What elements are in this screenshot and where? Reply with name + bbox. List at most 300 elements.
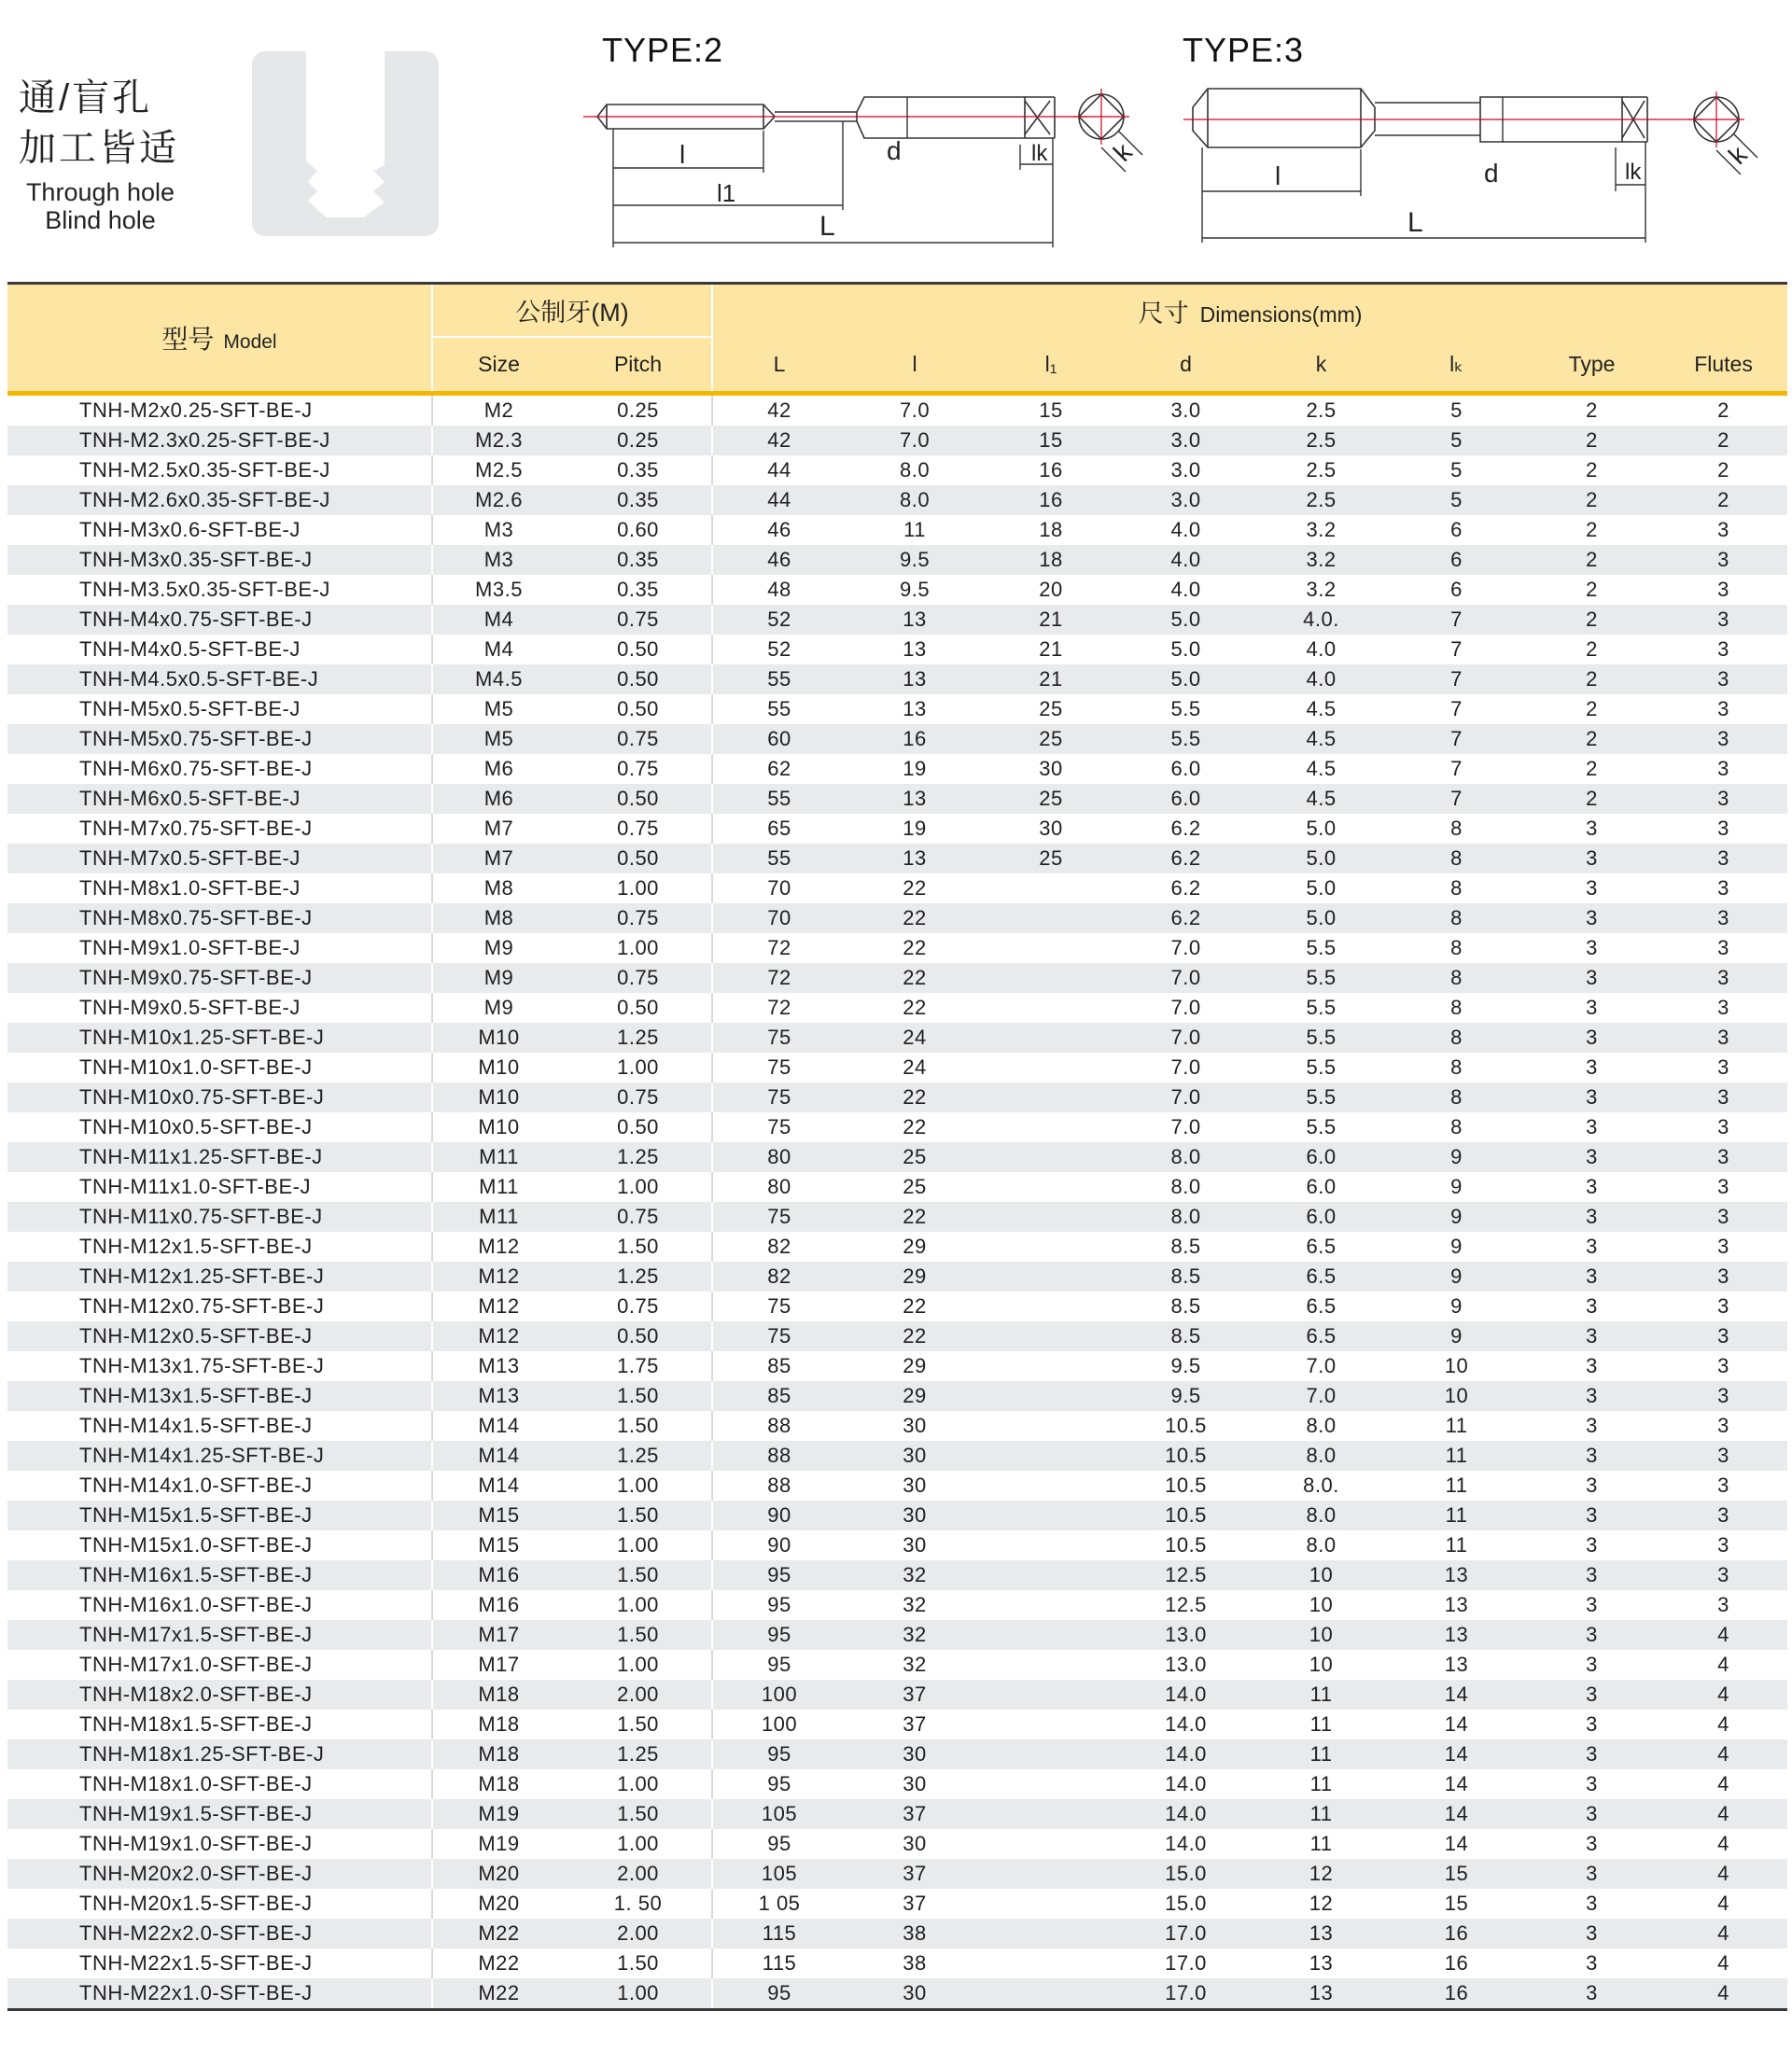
cell-lk: 8 bbox=[1389, 963, 1524, 993]
svg-text:l1: l1 bbox=[717, 179, 736, 207]
cell-k: 2.5 bbox=[1253, 485, 1389, 515]
cell-l1: 21 bbox=[984, 605, 1118, 635]
cell-d: 7.0 bbox=[1118, 1053, 1253, 1082]
cell-type: 2 bbox=[1524, 485, 1659, 515]
cell-lk: 8 bbox=[1389, 993, 1524, 1023]
svg-text:l: l bbox=[1275, 161, 1281, 190]
cell-lk: 15 bbox=[1389, 1889, 1524, 1919]
cell-l: 25 bbox=[846, 1172, 984, 1202]
cell-L: 55 bbox=[712, 664, 846, 694]
table-row bbox=[7, 1501, 1787, 1530]
cell-d: 6.2 bbox=[1118, 844, 1253, 873]
cell-type: 2 bbox=[1524, 635, 1659, 664]
cell-type: 3 bbox=[1524, 1978, 1659, 2008]
through-blind-hole-icon bbox=[252, 51, 439, 236]
cell-l1 bbox=[984, 1769, 1118, 1799]
cell-lk: 9 bbox=[1389, 1142, 1524, 1172]
cell-L: 90 bbox=[712, 1501, 846, 1530]
cell-model: TNH-M22x1.0-SFT-BE-J bbox=[7, 1978, 432, 2008]
cell-type: 3 bbox=[1524, 1142, 1659, 1172]
cell-d: 5.5 bbox=[1118, 724, 1253, 754]
cell-size: M4 bbox=[432, 635, 565, 664]
table-row bbox=[7, 1859, 1787, 1889]
cell-k: 4.0 bbox=[1253, 635, 1389, 664]
cell-model: TNH-M12x1.5-SFT-BE-J bbox=[7, 1232, 432, 1262]
cell-l: 8.0 bbox=[846, 485, 984, 515]
cell-type: 3 bbox=[1524, 1411, 1659, 1441]
header-dimensions bbox=[712, 285, 1787, 337]
cell-pitch: 1.00 bbox=[565, 1530, 712, 1560]
cell-size: M7 bbox=[432, 844, 565, 873]
header-dimensions-en: Dimensions(mm) bbox=[1199, 301, 1363, 327]
cell-l: 29 bbox=[846, 1262, 984, 1292]
cell-l1 bbox=[984, 1351, 1118, 1381]
table-row bbox=[7, 993, 1787, 1023]
cell-type: 3 bbox=[1524, 1710, 1659, 1739]
cell-flutes: 3 bbox=[1659, 1501, 1787, 1530]
cell-L: 55 bbox=[712, 784, 846, 814]
cell-l: 24 bbox=[846, 1053, 984, 1082]
cell-k: 2.5 bbox=[1253, 426, 1389, 455]
cell-l1 bbox=[984, 993, 1118, 1023]
cell-size: M22 bbox=[432, 1948, 565, 1978]
table-row bbox=[7, 1321, 1787, 1351]
cell-d: 7.0 bbox=[1118, 933, 1253, 963]
cell-l1 bbox=[984, 1501, 1118, 1530]
cell-flutes: 2 bbox=[1659, 396, 1787, 426]
cell-pitch: 0.50 bbox=[565, 635, 712, 664]
cell-l: 22 bbox=[846, 873, 984, 903]
cell-l1 bbox=[984, 1321, 1118, 1351]
cell-k: 8.0. bbox=[1253, 1471, 1389, 1501]
cell-type: 3 bbox=[1524, 1948, 1659, 1978]
cell-size: M13 bbox=[432, 1381, 565, 1411]
cell-d: 5.0 bbox=[1118, 635, 1253, 664]
cell-type: 3 bbox=[1524, 1441, 1659, 1471]
cell-model: TNH-M7x0.5-SFT-BE-J bbox=[7, 844, 432, 873]
cell-model: TNH-M15x1.5-SFT-BE-J bbox=[7, 1501, 432, 1530]
cell-lk: 5 bbox=[1389, 396, 1524, 426]
header-model bbox=[7, 285, 432, 391]
cell-model: TNH-M18x1.0-SFT-BE-J bbox=[7, 1769, 432, 1799]
cell-l: 30 bbox=[846, 1978, 984, 2008]
cell-k: 5.5 bbox=[1253, 963, 1389, 993]
cell-l: 11 bbox=[846, 515, 984, 545]
cell-l: 30 bbox=[846, 1441, 984, 1471]
cell-type: 2 bbox=[1524, 724, 1659, 754]
table-row bbox=[7, 664, 1787, 694]
cell-l: 16 bbox=[846, 724, 984, 754]
cell-l1 bbox=[984, 1650, 1118, 1680]
cell-size: M18 bbox=[432, 1739, 565, 1769]
cell-lk: 8 bbox=[1389, 1053, 1524, 1082]
table-row bbox=[7, 1560, 1787, 1590]
cell-pitch: 1.50 bbox=[565, 1411, 712, 1441]
cell-L: 70 bbox=[712, 903, 846, 933]
cell-lk: 7 bbox=[1389, 754, 1524, 784]
cell-flutes: 2 bbox=[1659, 485, 1787, 515]
cell-l: 22 bbox=[846, 903, 984, 933]
cell-L: 52 bbox=[712, 605, 846, 635]
cell-k: 8.0 bbox=[1253, 1411, 1389, 1441]
header-type: Type bbox=[1524, 337, 1659, 391]
cell-model: TNH-M16x1.0-SFT-BE-J bbox=[7, 1590, 432, 1620]
cell-pitch: 0.50 bbox=[565, 1112, 712, 1142]
cell-flutes: 4 bbox=[1659, 1799, 1787, 1829]
table-body bbox=[7, 396, 1787, 2008]
hole-type-zh-line1: 通/盲孔 bbox=[19, 77, 153, 119]
cell-flutes: 4 bbox=[1659, 1859, 1787, 1889]
cell-l1: 25 bbox=[984, 694, 1118, 724]
cell-pitch: 1.25 bbox=[565, 1023, 712, 1053]
cell-d: 8.0 bbox=[1118, 1142, 1253, 1172]
cell-pitch: 1.50 bbox=[565, 1620, 712, 1650]
cell-d: 7.0 bbox=[1118, 1082, 1253, 1112]
cell-l1: 15 bbox=[984, 426, 1118, 455]
cell-d: 14.0 bbox=[1118, 1710, 1253, 1739]
cell-model: TNH-M10x0.5-SFT-BE-J bbox=[7, 1112, 432, 1142]
cell-d: 10.5 bbox=[1118, 1411, 1253, 1441]
cell-d: 5.0 bbox=[1118, 664, 1253, 694]
table-row bbox=[7, 635, 1787, 664]
cell-lk: 11 bbox=[1389, 1411, 1524, 1441]
header-metric-thread: 公制牙(M) bbox=[432, 285, 712, 337]
cell-type: 3 bbox=[1524, 1381, 1659, 1411]
cell-l1: 21 bbox=[984, 635, 1118, 664]
cell-k: 5.5 bbox=[1253, 993, 1389, 1023]
cell-size: M14 bbox=[432, 1441, 565, 1471]
cell-l: 29 bbox=[846, 1232, 984, 1262]
table-row bbox=[7, 1650, 1787, 1680]
cell-lk: 8 bbox=[1389, 1082, 1524, 1112]
cell-flutes: 4 bbox=[1659, 1948, 1787, 1978]
cell-model: TNH-M6x0.5-SFT-BE-J bbox=[7, 784, 432, 814]
cell-pitch: 2.00 bbox=[565, 1680, 712, 1710]
cell-l: 22 bbox=[846, 993, 984, 1023]
cell-flutes: 3 bbox=[1659, 1590, 1787, 1620]
cell-L: 72 bbox=[712, 963, 846, 993]
cell-L: 48 bbox=[712, 575, 846, 605]
cell-model: TNH-M12x0.5-SFT-BE-J bbox=[7, 1321, 432, 1351]
cell-model: TNH-M2.6x0.35-SFT-BE-J bbox=[7, 485, 432, 515]
hole-type-zh-line2: 加工皆适 bbox=[19, 128, 179, 169]
cell-l: 19 bbox=[846, 814, 984, 844]
table-row bbox=[7, 1351, 1787, 1381]
cell-pitch: 0.60 bbox=[565, 515, 712, 545]
cell-k: 10 bbox=[1253, 1650, 1389, 1680]
cell-d: 8.5 bbox=[1118, 1262, 1253, 1292]
table-row bbox=[7, 1739, 1787, 1769]
cell-k: 2.5 bbox=[1253, 455, 1389, 485]
cell-pitch: 1.50 bbox=[565, 1710, 712, 1739]
cell-type: 2 bbox=[1524, 754, 1659, 784]
table-row bbox=[7, 1023, 1787, 1053]
cell-model: TNH-M19x1.0-SFT-BE-J bbox=[7, 1829, 432, 1859]
cell-l: 19 bbox=[846, 754, 984, 784]
table-row bbox=[7, 1082, 1787, 1112]
cell-L: 60 bbox=[712, 724, 846, 754]
cell-d: 17.0 bbox=[1118, 1919, 1253, 1948]
cell-type: 2 bbox=[1524, 396, 1659, 426]
cell-l: 29 bbox=[846, 1381, 984, 1411]
cell-k: 6.0 bbox=[1253, 1142, 1389, 1172]
cell-model: TNH-M15x1.0-SFT-BE-J bbox=[7, 1530, 432, 1560]
cell-l1 bbox=[984, 1948, 1118, 1978]
cell-l: 22 bbox=[846, 1292, 984, 1321]
svg-text:d: d bbox=[887, 136, 902, 165]
cell-pitch: 1.00 bbox=[565, 933, 712, 963]
cell-l1 bbox=[984, 903, 1118, 933]
cell-size: M4 bbox=[432, 605, 565, 635]
cell-flutes: 3 bbox=[1659, 1441, 1787, 1471]
cell-lk: 7 bbox=[1389, 664, 1524, 694]
cell-L: 72 bbox=[712, 993, 846, 1023]
cell-pitch: 0.50 bbox=[565, 694, 712, 724]
header-d: d bbox=[1118, 337, 1253, 391]
cell-d: 8.0 bbox=[1118, 1202, 1253, 1232]
cell-d: 14.0 bbox=[1118, 1799, 1253, 1829]
cell-k: 5.5 bbox=[1253, 1053, 1389, 1082]
cell-model: TNH-M5x0.5-SFT-BE-J bbox=[7, 694, 432, 724]
cell-L: 75 bbox=[712, 1112, 846, 1142]
header-model-en: Model bbox=[223, 331, 277, 353]
hole-type-zh bbox=[19, 73, 179, 174]
header-l1: l₁ bbox=[984, 337, 1118, 391]
table-row bbox=[7, 814, 1787, 844]
cell-l: 22 bbox=[846, 963, 984, 993]
cell-type: 2 bbox=[1524, 545, 1659, 575]
cell-lk: 7 bbox=[1389, 784, 1524, 814]
cell-size: M8 bbox=[432, 903, 565, 933]
cell-flutes: 3 bbox=[1659, 1262, 1787, 1292]
cell-k: 4.5 bbox=[1253, 694, 1389, 724]
cell-flutes: 3 bbox=[1659, 635, 1787, 664]
cell-pitch: 0.25 bbox=[565, 396, 712, 426]
cell-model: TNH-M22x1.5-SFT-BE-J bbox=[7, 1948, 432, 1978]
cell-k: 4.0. bbox=[1253, 605, 1389, 635]
cell-flutes: 3 bbox=[1659, 1560, 1787, 1590]
cell-lk: 13 bbox=[1389, 1620, 1524, 1650]
cell-model: TNH-M2.3x0.25-SFT-BE-J bbox=[7, 426, 432, 455]
cell-l: 22 bbox=[846, 1082, 984, 1112]
spec-table bbox=[7, 285, 1787, 2008]
cell-l: 30 bbox=[846, 1739, 984, 1769]
header-l: l bbox=[846, 337, 984, 391]
cell-L: 95 bbox=[712, 1620, 846, 1650]
cell-lk: 7 bbox=[1389, 635, 1524, 664]
cell-size: M11 bbox=[432, 1202, 565, 1232]
cell-model: TNH-M11x1.25-SFT-BE-J bbox=[7, 1142, 432, 1172]
cell-k: 5.0 bbox=[1253, 873, 1389, 903]
cell-type: 2 bbox=[1524, 515, 1659, 545]
cell-flutes: 3 bbox=[1659, 963, 1787, 993]
cell-l: 22 bbox=[846, 1321, 984, 1351]
hole-type-en-line1: Through hole bbox=[25, 178, 175, 206]
table-row bbox=[7, 1441, 1787, 1471]
cell-flutes: 4 bbox=[1659, 1710, 1787, 1739]
cell-lk: 14 bbox=[1389, 1769, 1524, 1799]
cell-k: 6.0 bbox=[1253, 1202, 1389, 1232]
cell-size: M5 bbox=[432, 694, 565, 724]
cell-type: 3 bbox=[1524, 903, 1659, 933]
table-row bbox=[7, 1919, 1787, 1948]
cell-l: 30 bbox=[846, 1501, 984, 1530]
type3-tap-diagram bbox=[1183, 75, 1785, 252]
cell-model: TNH-M9x0.75-SFT-BE-J bbox=[7, 963, 432, 993]
cell-size: M22 bbox=[432, 1978, 565, 2008]
cell-L: 75 bbox=[712, 1082, 846, 1112]
cell-l: 37 bbox=[846, 1889, 984, 1919]
cell-type: 3 bbox=[1524, 1590, 1659, 1620]
cell-flutes: 3 bbox=[1659, 1202, 1787, 1232]
cell-model: TNH-M11x0.75-SFT-BE-J bbox=[7, 1202, 432, 1232]
cell-L: 115 bbox=[712, 1948, 846, 1978]
cell-size: M10 bbox=[432, 1112, 565, 1142]
cell-pitch: 1.00 bbox=[565, 1650, 712, 1680]
cell-l1 bbox=[984, 1859, 1118, 1889]
cell-type: 3 bbox=[1524, 1351, 1659, 1381]
cell-l1: 21 bbox=[984, 664, 1118, 694]
cell-model: TNH-M4x0.5-SFT-BE-J bbox=[7, 635, 432, 664]
cell-pitch: 0.35 bbox=[565, 545, 712, 575]
cell-flutes: 3 bbox=[1659, 814, 1787, 844]
cell-d: 7.0 bbox=[1118, 963, 1253, 993]
cell-pitch: 1.75 bbox=[565, 1351, 712, 1381]
cell-k: 5.5 bbox=[1253, 1082, 1389, 1112]
table-row bbox=[7, 724, 1787, 754]
cell-type: 3 bbox=[1524, 1799, 1659, 1829]
cell-lk: 6 bbox=[1389, 575, 1524, 605]
cell-flutes: 3 bbox=[1659, 873, 1787, 903]
cell-k: 12 bbox=[1253, 1889, 1389, 1919]
table-row bbox=[7, 1292, 1787, 1321]
cell-l1 bbox=[984, 1471, 1118, 1501]
cell-L: 90 bbox=[712, 1530, 846, 1560]
cell-pitch: 1.00 bbox=[565, 1769, 712, 1799]
cell-model: TNH-M20x2.0-SFT-BE-J bbox=[7, 1859, 432, 1889]
cell-l: 32 bbox=[846, 1560, 984, 1590]
cell-d: 13.0 bbox=[1118, 1650, 1253, 1680]
cell-lk: 8 bbox=[1389, 933, 1524, 963]
cell-L: 75 bbox=[712, 1053, 846, 1082]
cell-l: 7.0 bbox=[846, 426, 984, 455]
cell-type: 2 bbox=[1524, 455, 1659, 485]
cell-type: 3 bbox=[1524, 1859, 1659, 1889]
table-row bbox=[7, 605, 1787, 635]
cell-k: 4.0 bbox=[1253, 664, 1389, 694]
cell-pitch: 2.00 bbox=[565, 1859, 712, 1889]
cell-d: 14.0 bbox=[1118, 1739, 1253, 1769]
cell-size: M2.5 bbox=[432, 455, 565, 485]
cell-pitch: 1.00 bbox=[565, 873, 712, 903]
cell-l: 37 bbox=[846, 1859, 984, 1889]
cell-L: 75 bbox=[712, 1321, 846, 1351]
cell-k: 10 bbox=[1253, 1620, 1389, 1650]
cell-d: 6.2 bbox=[1118, 814, 1253, 844]
cell-k: 3.2 bbox=[1253, 545, 1389, 575]
cell-lk: 11 bbox=[1389, 1471, 1524, 1501]
cell-k: 11 bbox=[1253, 1829, 1389, 1859]
cell-size: M10 bbox=[432, 1082, 565, 1112]
cell-lk: 8 bbox=[1389, 1112, 1524, 1142]
cell-type: 3 bbox=[1524, 1889, 1659, 1919]
cell-flutes: 4 bbox=[1659, 1829, 1787, 1859]
cell-type: 3 bbox=[1524, 1501, 1659, 1530]
cell-size: M4.5 bbox=[432, 664, 565, 694]
cell-pitch: 0.75 bbox=[565, 814, 712, 844]
cell-flutes: 3 bbox=[1659, 1082, 1787, 1112]
cell-k: 10 bbox=[1253, 1560, 1389, 1590]
cell-pitch: 1.50 bbox=[565, 1948, 712, 1978]
cell-lk: 6 bbox=[1389, 515, 1524, 545]
cell-model: TNH-M9x0.5-SFT-BE-J bbox=[7, 993, 432, 1023]
cell-lk: 14 bbox=[1389, 1739, 1524, 1769]
cell-lk: 5 bbox=[1389, 426, 1524, 455]
cell-type: 3 bbox=[1524, 1650, 1659, 1680]
table-row bbox=[7, 1232, 1787, 1262]
header-flutes: Flutes bbox=[1659, 337, 1787, 391]
cell-k: 3.2 bbox=[1253, 575, 1389, 605]
cell-lk: 10 bbox=[1389, 1381, 1524, 1411]
cell-flutes: 3 bbox=[1659, 1411, 1787, 1441]
cell-type: 3 bbox=[1524, 993, 1659, 1023]
cell-flutes: 3 bbox=[1659, 1053, 1787, 1082]
table-row bbox=[7, 1471, 1787, 1501]
cell-l1: 30 bbox=[984, 754, 1118, 784]
cell-lk: 14 bbox=[1389, 1710, 1524, 1739]
cell-model: TNH-M3x0.35-SFT-BE-J bbox=[7, 545, 432, 575]
cell-d: 17.0 bbox=[1118, 1948, 1253, 1978]
cell-pitch: 1.25 bbox=[565, 1262, 712, 1292]
cell-model: TNH-M8x1.0-SFT-BE-J bbox=[7, 873, 432, 903]
table-row bbox=[7, 1889, 1787, 1919]
cell-l: 30 bbox=[846, 1769, 984, 1799]
cell-flutes: 4 bbox=[1659, 1769, 1787, 1799]
cell-flutes: 3 bbox=[1659, 754, 1787, 784]
cell-lk: 9 bbox=[1389, 1172, 1524, 1202]
cell-k: 6.5 bbox=[1253, 1232, 1389, 1262]
cell-flutes: 2 bbox=[1659, 426, 1787, 455]
cell-model: TNH-M12x0.75-SFT-BE-J bbox=[7, 1292, 432, 1321]
cell-size: M16 bbox=[432, 1590, 565, 1620]
cell-type: 2 bbox=[1524, 605, 1659, 635]
table-row bbox=[7, 1710, 1787, 1739]
table-row bbox=[7, 396, 1787, 426]
cell-flutes: 3 bbox=[1659, 605, 1787, 635]
header-model-zh: 型号 bbox=[161, 325, 215, 354]
table-row bbox=[7, 575, 1787, 605]
cell-l1 bbox=[984, 1919, 1118, 1948]
cell-l: 30 bbox=[846, 1530, 984, 1560]
cell-k: 4.5 bbox=[1253, 784, 1389, 814]
cell-pitch: 0.75 bbox=[565, 754, 712, 784]
cell-l: 32 bbox=[846, 1650, 984, 1680]
cell-L: 95 bbox=[712, 1560, 846, 1590]
cell-lk: 9 bbox=[1389, 1262, 1524, 1292]
cell-model: TNH-M5x0.75-SFT-BE-J bbox=[7, 724, 432, 754]
cell-k: 13 bbox=[1253, 1948, 1389, 1978]
cell-type: 3 bbox=[1524, 1829, 1659, 1859]
cell-k: 6.5 bbox=[1253, 1321, 1389, 1351]
cell-flutes: 3 bbox=[1659, 1351, 1787, 1381]
table-row bbox=[7, 1411, 1787, 1441]
cell-model: TNH-M3x0.6-SFT-BE-J bbox=[7, 515, 432, 545]
cell-flutes: 3 bbox=[1659, 694, 1787, 724]
cell-size: M18 bbox=[432, 1769, 565, 1799]
cell-L: 95 bbox=[712, 1829, 846, 1859]
cell-flutes: 3 bbox=[1659, 903, 1787, 933]
cell-type: 2 bbox=[1524, 694, 1659, 724]
